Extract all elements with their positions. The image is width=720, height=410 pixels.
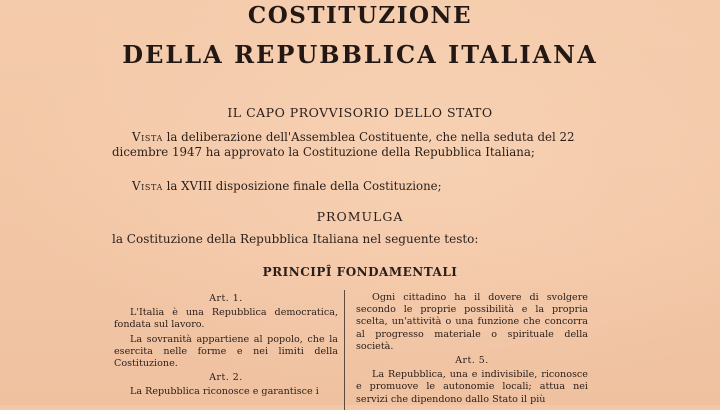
article-paragraph: Ogni cittadino ha il dovere di svolgere secondo le proprie possibilità e la propria scelta, un'attività o una funzione che concorra al progresso materiale o spirituale della società.: [356, 292, 588, 352]
article-paragraph: L'Italia è una Repubblica democratica, fondata sul lavoro.: [114, 307, 338, 331]
vista-word: Vista: [132, 130, 163, 144]
document-subtitle: DELLA REPUBBLICA ITALIANA: [122, 40, 598, 69]
vista-paragraph-1: [112, 130, 622, 159]
article-heading: Art. 1.: [209, 293, 243, 304]
article-paragraph: La sovranità appartiene al popolo, che la esercita nelle forme e nei limiti della Costituzione.: [114, 333, 338, 370]
vista-word: Vista: [132, 179, 163, 193]
document-title: COSTITUZIONE: [247, 2, 473, 29]
article-heading: Art. 2.: [209, 372, 243, 384]
promulga-heading: PROMULGA: [316, 209, 404, 224]
intro-line: la Costituzione della Repubblica Italiana nel seguente testo:: [112, 232, 479, 246]
vista-text: la deliberazione dell'Assemblea Costituente, che nella seduta del 22 dicembre 1947 ha approvato la Costituzione della Repubblica Italiana;: [112, 130, 575, 159]
capo-provvisorio-heading: IL CAPO PROVVISORIO DELLO STATO: [227, 105, 493, 120]
vista-paragraph-2: [112, 179, 622, 194]
column-divider: [344, 290, 345, 410]
article-paragraph: La Repubblica riconosce e garantisce i: [130, 386, 319, 398]
section-title: PRINCIPÎ FONDAMENTALI: [262, 265, 458, 279]
vista-text: la XVIII disposizione finale della Costituzione;: [166, 179, 442, 193]
article-paragraph: La Repubblica, una e indivisibile, riconosce e promuove le autonomie locali; attua nei servizi che dipendono dallo Stato il più: [356, 369, 588, 405]
article-heading: Art. 5.: [455, 355, 489, 367]
left-column: [114, 292, 338, 401]
right-column: [356, 292, 588, 408]
